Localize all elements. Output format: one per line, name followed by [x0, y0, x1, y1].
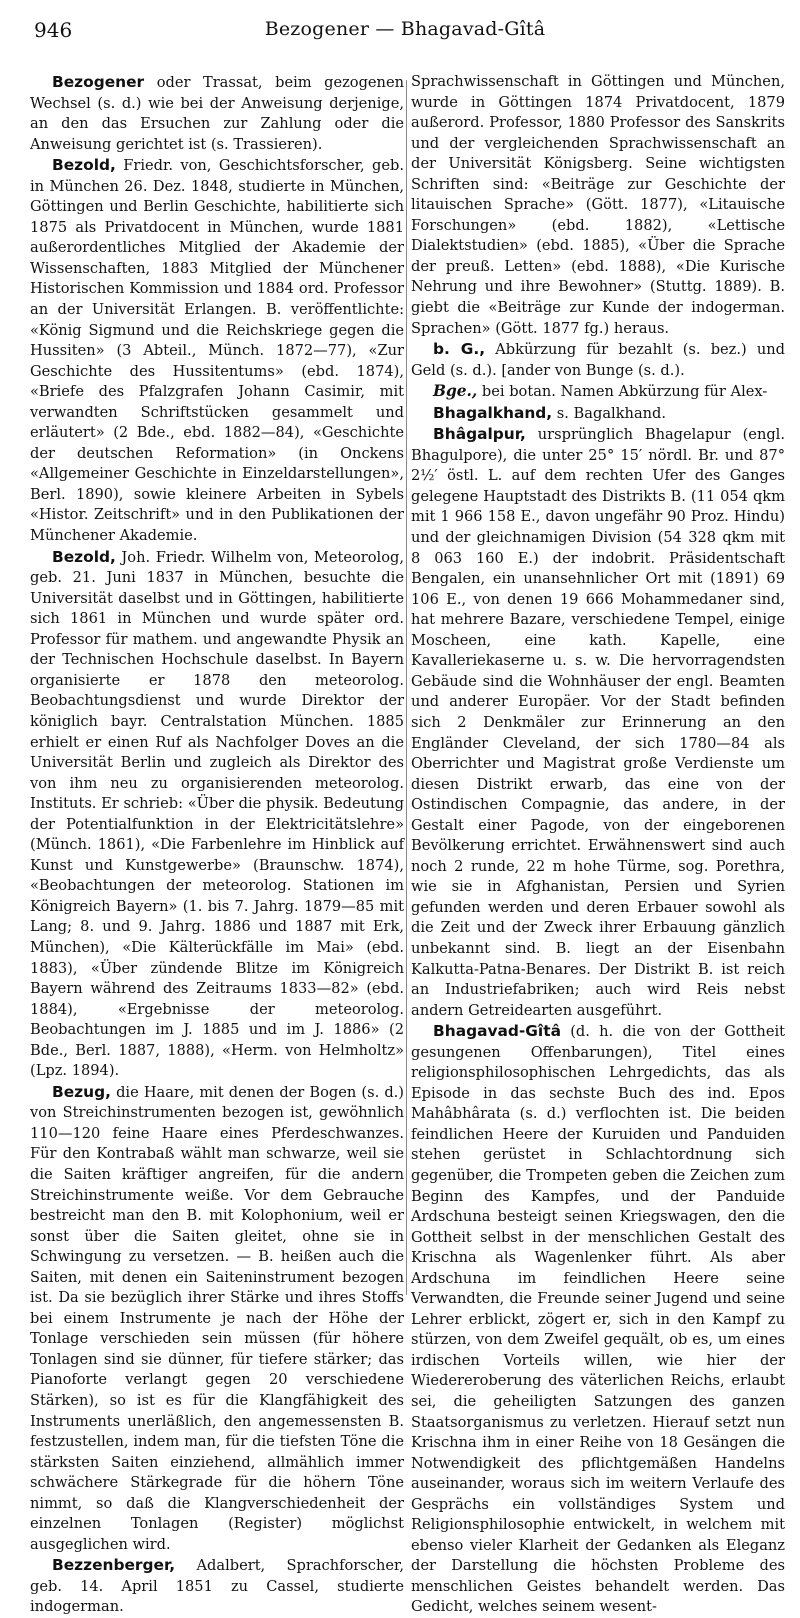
- dictionary-entry: [411, 424, 785, 1021]
- entry-text: Joh. Friedr. Wilhelm von, Meteorolog, geb. 21. Juni 1837 in München, besuchte die Universität daselbst und in Göttingen, habilitierte sich 1861 in München und wurde später ord. Professor für mathem. und angewandte Physik an der Technischen Hochschule daselbst. In Bayern organisierte er 1878 den meteorolog. Beobachtungsdienst und wurde Direktor der königlich bayr. Centralstation München. 1885 erhielt er einen Ruf als Nachfolger Doves an die Universität Berlin und zugleich als Direktor des von ihm neu zu organisierenden meteorolog. Instituts. Er schrieb: «Über die physik. Bedeutung der Potentialfunktion in der Elektricitätslehre» (Münch. 1861), «Die Farbenlehre im Hinblick auf Kunst und Kunstgewerbe» (Braunschw. 1874), «Beobachtungen der meteorolog. Stationen im Königreich Bayern» (1. bis 7. Jahrg. 1879—85 mit Lang; 8. und 9. Jahrg. 1886 und 1887 mit Erk, München), «Die Kälterückfälle im Mai» (ebd. 1883), «Über zündende Blitze im Königreich Bayern während des Zeitraums 1833—82» (ebd. 1884), «Ergebnisse der meteorolog. Beobachtungen im J. 1885 und im J. 1886» (2 Bde., Berl. 1887, 1888), «Herm. von Helmholtz» (Lpz. 1894).: [30, 548, 404, 1080]
- dictionary-entry: [30, 1082, 404, 1556]
- dictionary-entry: [411, 1021, 785, 1618]
- entry-headword: Bezold,: [52, 547, 116, 566]
- entry-headword: Bhagavad-Gîtâ: [433, 1022, 561, 1041]
- entry-text: (d. h. die von der Gottheit gesungenen Offenbarungen), Titel eines religionsphilosophischen Lehrgedichts, das als Episode in das sechste Buch des ind. Epos Mahâbhârata (s. d.) verflochten ist. Die beiden feindlichen Heere der Kuruiden und Panduiden stehen gerüstet in Schlachtordnung sich gegenüber, die Trompeten geben die Zeichen zum Beginn des Kampfes, und der Panduide Ardschuna besteigt seinen Kriegswagen, den die Gottheit selbst in der menschlichen Gestalt des Krischna als Wagenlenker führt. Als aber Ardschuna im feindlichen Heere seine Verwandten, die Freunde seiner Jugend und seine Lehrer erblickt, zögert er, sich in den Kampf zu stürzen, von dem Zweifel gequält, ob es, um eines irdischen Vorteils willen, wie hier der Wiedereroberung des väterlichen Reichs, erlaubt sei, die geheiligten Satzungen des ganzen Staatsorganismus zu verletzen. Hierauf setzt nun Krischna ihm in einer Reihe von 18 Gesängen die Notwendigkeit des pflichtgemäßen Handelns auseinander, woraus sich im weitern Verlaufe des Gesprächs ein vollständiges System und Religionsphilosophie entwickelt, in welchem mit ebenso vieler Klarheit der Gedanken als Eleganz der Darstellung die höchsten Probleme des menschlichen Geistes behandelt werden. Das Gedicht, welches seinem wesent-: [411, 1023, 785, 1616]
- entry-text: Abkürzung für bezahlt (s. bez.) und Geld (s. d.). [ander von Bunge (s. d.).: [411, 341, 785, 379]
- dictionary-entry: [30, 1555, 404, 1618]
- entry-text: oder Trassat, beim gezogenen Wechsel (s. d.) wie bei der Anweisung derjenige, an den das Ersuchen zur Zahlung oder die Anweisung gerichtet ist (s. Trassieren).: [30, 74, 404, 153]
- dictionary-entry: [411, 72, 785, 339]
- dictionary-entry: [411, 381, 785, 403]
- entry-text: Sprachwissenschaft in Göttingen und München, wurde in Göttingen 1874 Privatdocent, 1879 außerord. Professor, 1880 Professor des Sanskrits und der vergleichenden Sprachwissenschaft an der Universität Königsberg. Seine wichtigsten Schriften sind: «Beiträge zur Geschichte der litauischen Sprache» (Gött. 1877), «Litauische Forschungen» (ebd. 1882), «Lettische Dialektstudien» (ebd. 1885), «Über die Sprache der preuß. Letten» (ebd. 1888), «Die Kurische Nehrung und ihre Bewohner» (Stuttg. 1889). B. giebt die «Beiträge zur Kunde der indogerman. Sprachen» (Gött. 1877 fg.) heraus.: [411, 73, 785, 337]
- column-divider: [406, 80, 407, 1295]
- entry-headword: Bezogener: [52, 73, 145, 91]
- entry-text: ursprünglich Bhagelapur (engl. Bhagulpore), die unter 25° 15′ nördl. Br. und 87° 2½′ östl. L. auf dem rechten Ufer des Ganges gelegene Hauptstadt des Distrikts B. (11 054 qkm mit 1 966 158 E., davon ungefähr 90 Proz. Hindu) und der gleichnamigen Division (54 328 qkm mit 8 063 160 E.) der indobrit. Präsidentschaft Bengalen, ein unansehnlicher Ort mit (1891) 69 106 E., von denen 19 666 Mohammedaner sind, hat mehrere Bazare, verschiedene Tempel, einige Moscheen, eine kath. Kapelle, eine Kavalleriekaserne u. s. w. Die hervorragendsten Gebäude sind die Wohnhäuser der engl. Beamten und anderer Europäer. Vor der Stadt befinden sich 2 Denkmäler zur Erinnerung an den Engländer Cleveland, der sich 1780—84 als Oberrichter und Magistrat große Verdienste um diesen Distrikt erwarb, das eine von der Ostindischen Compagnie, das andere, in der Gestalt einer Pagode, von der eingeborenen Bevölkerung errichtet. Erwähnenswert sind auch noch 2 runde, 22 m hohe Türme, sog. Porethra, wie sie in Afghanistan, Persien und Syrien gefunden werden und deren Erbauer sowohl als die Zeit und der Zweck ihrer Erbauung gänzlich unbekannt sind. B. liegt an der Eisenbahn Kalkutta-Patna-Benares. Der Distrikt B. ist reich an Industriefabriken; auch wird Reis nebst andern Getreidearten ausgeführt.: [411, 426, 785, 1019]
- page-number: 946: [34, 18, 73, 42]
- entry-headword: b. G.,: [433, 340, 486, 359]
- dictionary-entry: [411, 403, 785, 425]
- entry-text: s. Bagalkhand.: [552, 404, 667, 422]
- dictionary-entry: [30, 155, 404, 546]
- entry-text: bei botan. Namen Abkürzung für Alex-: [477, 383, 768, 401]
- entry-headword: Bhagalkhand,: [433, 403, 553, 422]
- running-title: Bezogener — Bhagavad-Gîtâ: [264, 18, 546, 40]
- entry-headword: Bezold,: [52, 156, 116, 175]
- dictionary-entry: [30, 547, 404, 1082]
- page-header: [30, 12, 780, 42]
- dictionary-entry: [30, 72, 404, 155]
- left-column: [30, 72, 404, 1616]
- entry-headword: Bezug,: [52, 1082, 111, 1101]
- entry-text: Adalbert, Sprachforscher, geb. 14. April 1851 zu Cassel, studierte indogerman.: [30, 1557, 404, 1616]
- entry-text: die Haare, mit denen der Bogen (s. d.) von Streichinstrumenten bezogen ist, gewöhnlich 110—120 feine Haare eines Pferdeschwanzes. Für den Kontrabaß wählt man schwarze, weil sie die Saiten kräftiger angreifen, für die andern Streichinstrumente weiße. Vor dem Gebrauche bestreicht man den B. mit Kolophonium, weil er sonst über die Saiten gleitet, ohne sie in Schwingung zu versetzen. — B. heißen auch die Saiten, mit denen ein Saiteninstrument bezogen ist. Da sie bezüglich ihrer Stärke und ihres Stoffs bei einem Instrumente je nach der Höhe der Tonlage verschieden sein müssen (für höhere Tonlagen sind sie dünner, für tiefere stärker; das Pianoforte verlangt gegen 20 verschiedene Stärken), so ist es für die Klangfähigkeit des Instruments unerläßlich, den angemessensten B. festzustellen, indem man, für die tiefsten Töne die stärksten Saiten einziehend, allmählich immer schwächere Stärkegrade für die höhern Töne nimmt, so daß die Klangverschiedenheit der einzelnen Tonlagen (Register) möglichst ausgeglichen wird.: [30, 1083, 404, 1553]
- right-column: [411, 72, 785, 1616]
- entry-headword: Bge.,: [433, 382, 478, 401]
- entry-headword: Bhâgalpur,: [433, 425, 526, 444]
- entry-text: Friedr. von, Geschichtsforscher, geb. in München 26. Dez. 1848, studierte in München, Göttingen und Berlin Geschichte, habilitierte sich 1875 als Privatdocent in München, wurde 1881 außerordentliches Mitglied der Akademie der Wissenschaften, 1883 Mitglied der Münchener Historischen Kommission und 1884 ord. Professor an der Universität Erlangen. B. veröffentlichte: «König Sigmund und die Reichskriege gegen die Hussiten» (3 Abteil., Münch. 1872—77), «Zur Geschichte des Hussitentums» (ebd. 1874), «Briefe des Pfalzgrafen Johann Casimir, mit verwandten Schriftstücken gesammelt und erläutert» (2 Bde., ebd. 1882—84), «Geschichte der deutschen Reformation» (in Onckens «Allgemeiner Geschichte in Einzeldarstellungen», Berl. 1890), sowie kleinere Arbeiten in Sybels «Histor. Zeitschrift» und in den Publikationen der Münchener Akademie.: [30, 157, 404, 545]
- entry-headword: Bezzenberger,: [52, 1556, 176, 1575]
- dictionary-entry: [411, 339, 785, 381]
